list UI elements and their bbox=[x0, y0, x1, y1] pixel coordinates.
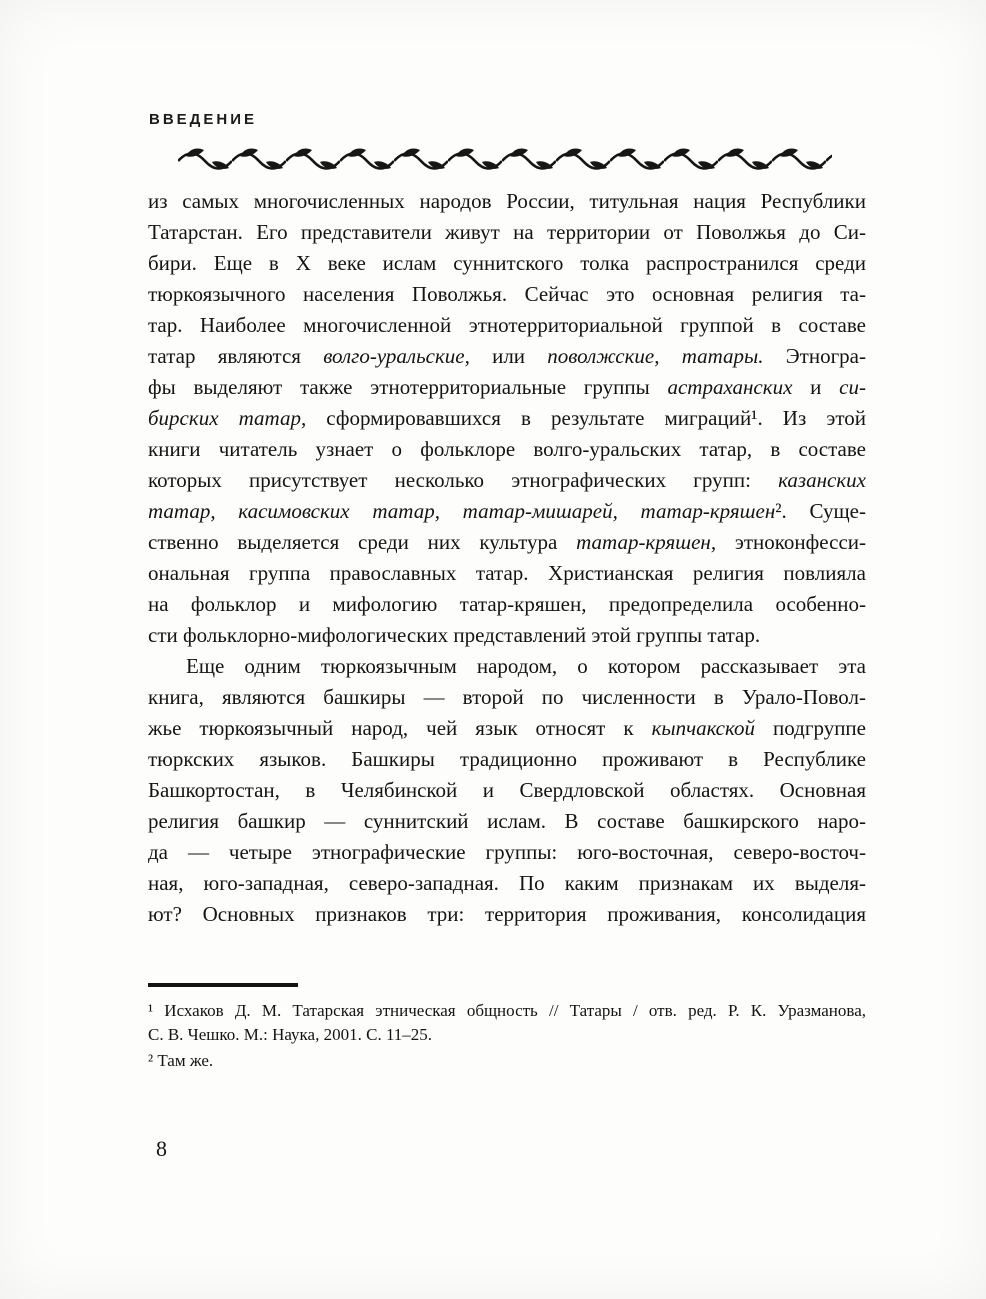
text-run: ная, юго-западная, северо-западная. По каким признакам их выделя- bbox=[148, 871, 866, 895]
ornament-divider bbox=[178, 146, 832, 172]
text-run: ственно выделяется среди них культура bbox=[148, 530, 577, 554]
text-run: ют? Основных признаков три: территория проживания, консолидация bbox=[148, 902, 866, 926]
text-run: фы выделяют также этнотерриториальные группы bbox=[148, 375, 668, 399]
text-line bbox=[148, 589, 866, 620]
text-line bbox=[148, 341, 866, 372]
text-run: казанских bbox=[778, 468, 866, 492]
text-run: и bbox=[792, 375, 840, 399]
text-line bbox=[148, 465, 866, 496]
text-line bbox=[148, 806, 866, 837]
text-run: на фольклор и мифологию татар-кряшен, предопределила особенно- bbox=[148, 592, 866, 616]
text-line bbox=[148, 403, 866, 434]
text-run: татар являются bbox=[148, 344, 324, 368]
text-run: астраханских bbox=[667, 375, 793, 399]
text-line bbox=[148, 620, 866, 651]
text-run: ональная группа православных татар. Христианская религия повлияла bbox=[148, 561, 866, 585]
text-run: книга, являются башкиры — второй по численности в Урало-Повол- bbox=[148, 685, 866, 709]
text-run: сформировавшихся в результате миграций¹. Из этой bbox=[306, 406, 867, 430]
text-run: ² Там же. bbox=[148, 1051, 214, 1070]
body-text bbox=[148, 186, 866, 930]
text-run: ². Суще- bbox=[775, 499, 866, 523]
text-line bbox=[148, 558, 866, 589]
text-line bbox=[148, 682, 866, 713]
text-run: жье тюркоязычный народ, чей язык относят к bbox=[148, 716, 652, 740]
text-run: Этногра- bbox=[763, 344, 866, 368]
footnote-separator bbox=[148, 983, 298, 987]
running-header: ВВЕДЕНИЕ bbox=[149, 111, 257, 128]
text-run: С. В. Чешко. М.: Наука, 2001. С. 11–25. bbox=[148, 1025, 433, 1044]
text-line bbox=[148, 837, 866, 868]
text-run: которых присутствует несколько этнографических групп: bbox=[148, 468, 779, 492]
paragraph bbox=[148, 1049, 866, 1073]
text-line bbox=[148, 248, 866, 279]
paragraph bbox=[148, 651, 866, 930]
text-run: книги читатель узнает о фольклоре волго-уральских татар, в составе bbox=[148, 437, 866, 461]
text-run: си- bbox=[839, 375, 866, 399]
text-run: тар. Наиболее многочисленной этнотерриториальной группой в составе bbox=[148, 313, 866, 337]
text-line bbox=[148, 868, 866, 899]
text-run: кыпчакской bbox=[651, 716, 756, 740]
text-run: волго-уральские, bbox=[323, 344, 470, 368]
text-line bbox=[148, 310, 866, 341]
page-number: 8 bbox=[156, 1136, 167, 1161]
text-run: подгруппе bbox=[755, 716, 866, 740]
text-run: из самых многочисленных народов России, титульная нация Республики bbox=[148, 189, 866, 213]
text-line bbox=[148, 372, 866, 403]
text-run: Татарстан. Его представители живут на территории от Поволжья до Си- bbox=[148, 220, 866, 244]
text-run: этноконфесси- bbox=[716, 530, 866, 554]
text-line bbox=[148, 1023, 866, 1047]
text-run: бирских татар, bbox=[148, 406, 307, 430]
text-run: тюркских языков. Башкиры традиционно проживают в Республике bbox=[148, 747, 866, 771]
text-run: ¹ Исхаков Д. М. Татарская этническая общность // Татары / отв. ред. Р. К. Уразманова, bbox=[148, 1001, 866, 1020]
text-line bbox=[148, 713, 866, 744]
paragraph bbox=[148, 999, 866, 1047]
text-line bbox=[148, 999, 866, 1023]
paragraph bbox=[148, 186, 866, 651]
text-run: Башкортостан, в Челябинской и Свердловской областях. Основная bbox=[148, 778, 866, 802]
text-run: или bbox=[469, 344, 548, 368]
text-run: поволжские, татары. bbox=[547, 344, 764, 368]
text-line bbox=[148, 279, 866, 310]
text-line bbox=[148, 217, 866, 248]
text-run: татар, касимовских татар, татар-мишарей, татар-кряшен bbox=[148, 499, 776, 523]
text-line bbox=[148, 1049, 866, 1073]
text-line bbox=[148, 775, 866, 806]
text-run: религия башкир — суннитский ислам. В составе башкирского наро- bbox=[148, 809, 866, 833]
text-line bbox=[148, 651, 866, 682]
text-run: да — четыре этнографические группы: юго-восточная, северо-восточ- bbox=[148, 840, 866, 864]
vine-ornament-icon bbox=[178, 146, 832, 172]
text-run: тюркоязычного населения Поволжья. Сейчас это основная религия та- bbox=[148, 282, 866, 306]
text-line bbox=[148, 186, 866, 217]
text-run: татар-кряшен, bbox=[576, 530, 717, 554]
text-line bbox=[148, 744, 866, 775]
text-run: сти фольклорно-мифологических представлений этой группы татар. bbox=[148, 623, 761, 647]
text-line bbox=[148, 527, 866, 558]
text-line bbox=[148, 496, 866, 527]
text-line bbox=[148, 434, 866, 465]
text-run: Еще одним тюркоязычным народом, о котором рассказывает эта bbox=[186, 654, 866, 678]
text-line bbox=[148, 899, 866, 930]
text-run: бири. Еще в X веке ислам суннитского толка распространился среди bbox=[148, 251, 866, 275]
footnotes bbox=[148, 999, 866, 1075]
